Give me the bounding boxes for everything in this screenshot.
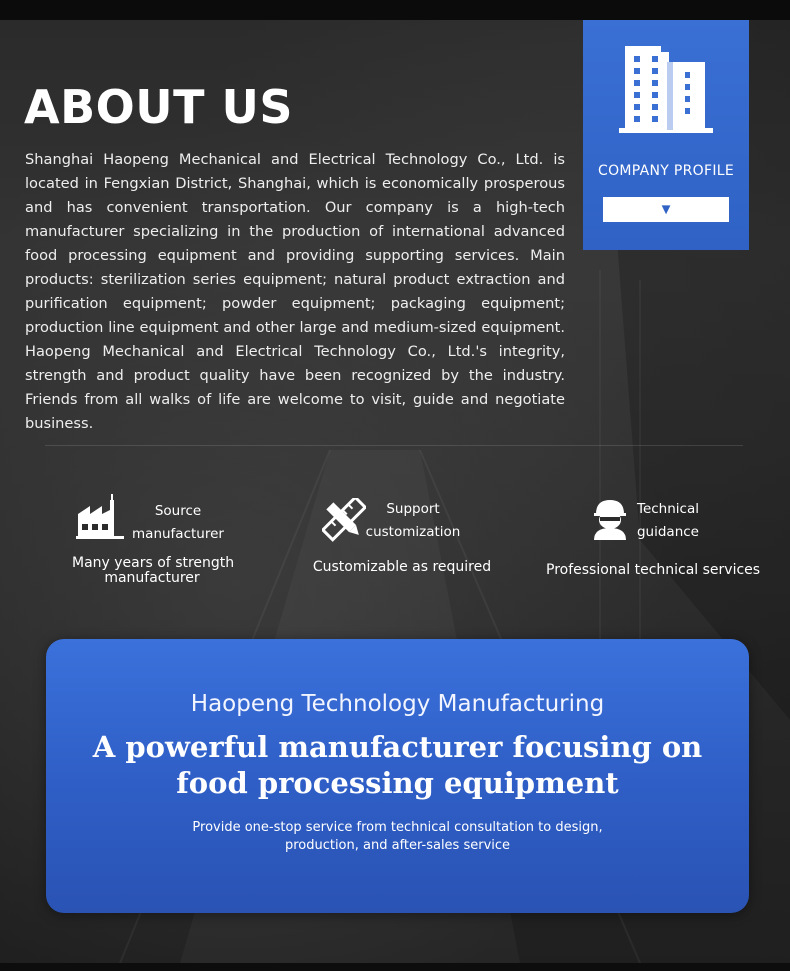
banner-subtitle: Haopeng Technology Manufacturing bbox=[190, 691, 605, 717]
manufacturer-banner bbox=[46, 639, 749, 913]
section-divider bbox=[45, 445, 743, 446]
banner-title: A powerful manufacturer focusing on food processing equipment bbox=[92, 730, 703, 800]
feature-label: Source manufacturer bbox=[132, 503, 224, 542]
feature-support-customization bbox=[310, 488, 500, 588]
feature-description: Customizable as required bbox=[312, 559, 492, 575]
feature-source-manufacturer bbox=[70, 488, 240, 598]
top-bar bbox=[0, 0, 790, 20]
about-description: Shanghai Haopeng Mechanical and Electrical Technology Co., Ltd. is located in Fengxian District, Shanghai, which is economically prosperous and has convenient transportation. Our company is a high-tech manufacturer specializing in the production of international advanced food processing equipment and providing supporting services. Main products: sterilization series equipment; natural product extraction and purification equipment; powder equipment; packaging equipment; production line equipment and other large and medium-sized equipment. Haopeng Mechanical and Electrical Technology Co., Ltd.'s integrity, strength and product quality have been recognized by the industry. Friends from all walks of life are welcome to visit, guide and negotiate business. bbox=[25, 151, 565, 432]
feature-label: Support customization bbox=[365, 501, 461, 540]
feature-label: Technical guidance bbox=[636, 501, 699, 540]
bottom-bar bbox=[0, 963, 790, 971]
company-profile-card[interactable] bbox=[583, 20, 749, 250]
feature-technical-guidance bbox=[546, 488, 761, 588]
banner-description: Provide one-stop service from technical consultation to design, production, and after-sales service bbox=[192, 820, 603, 853]
feature-description: Many years of strength manufacturer bbox=[72, 555, 235, 586]
feature-description: Professional technical services bbox=[546, 562, 761, 578]
building-icon bbox=[617, 40, 715, 138]
triangle-down-icon: ▼ bbox=[658, 201, 674, 218]
page-title: ABOUT US bbox=[24, 80, 293, 134]
company-profile-label: COMPANY PROFILE bbox=[598, 163, 734, 179]
expand-profile-button[interactable] bbox=[603, 197, 729, 222]
factory-icon bbox=[76, 492, 124, 540]
engineer-icon bbox=[592, 498, 628, 540]
